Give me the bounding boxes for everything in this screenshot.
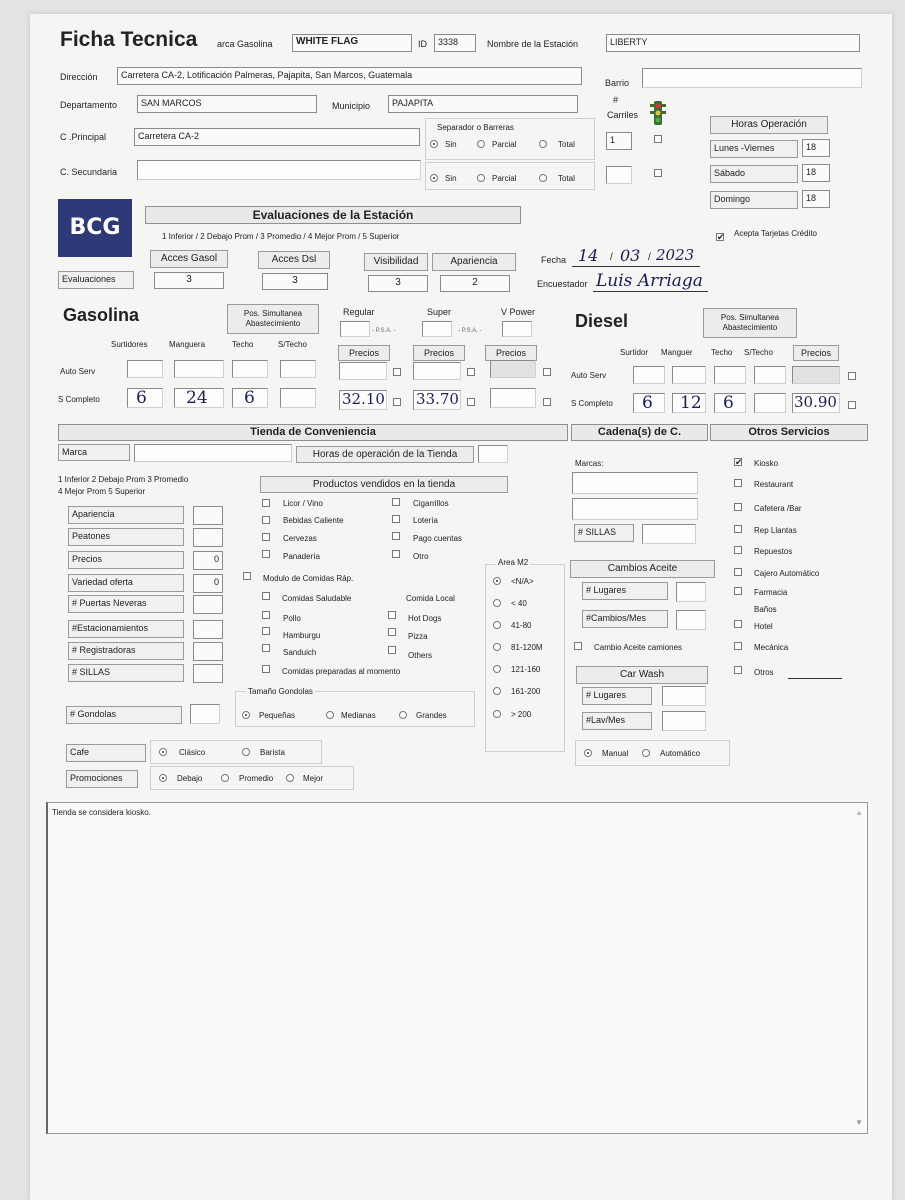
fecha-month: 03 [620,246,641,265]
otros-label-farmacia: Farmacia [754,588,788,597]
gas-sc-stecho[interactable] [280,388,316,408]
manual-radio[interactable] [584,749,592,757]
traffic-light-icon [648,100,668,131]
departamento-field[interactable]: SAN MARCOS [137,95,317,113]
tienda-scale-1: 1 Inferior 2 Debajo Prom 3 Promedio [58,475,189,484]
otros-underline [788,678,842,679]
tienda-header: Tienda de Conveniencia [58,424,568,441]
otros-check-llantas[interactable] [734,525,742,533]
cambios-aceite-button[interactable]: Cambios Aceite [570,560,715,578]
parcial-label-1: Parcial [492,140,517,149]
rating-label-puertas: # Puertas Neveras [68,595,184,613]
rating-field-puertas[interactable] [193,595,223,614]
tienda-scale-2: 4 Mejor Prom 5 Superior [58,487,146,496]
hours-field-weekdays[interactable]: 18 [802,139,830,157]
hours-field-sabado[interactable]: 18 [802,164,830,182]
rating-label-estacionamientos: #Estacionamientos [68,620,184,638]
carriles-check-2[interactable] [654,169,662,177]
csecundaria-label: C. Secundaria [60,167,118,177]
sin-radio-1[interactable] [430,140,438,148]
promociones-label: Promociones [66,770,138,788]
gas-pos-simultanea-label: Pos. Simultanea Abastecimiento [227,304,319,334]
otros-label-repuestos: Repuestos [754,547,793,556]
diesel-col-techo: Techo [711,348,733,357]
acces-gasol-field[interactable]: 3 [154,272,224,289]
notes-textarea[interactable] [46,802,868,1134]
rating-label-precios: Precios [68,551,184,569]
diesel-sc-surtidor-value: 6 [642,393,653,413]
marca-label: arca Gasolina [217,39,273,49]
diesel-as-check[interactable] [848,372,856,380]
prod-check-licor[interactable] [262,499,270,507]
col-manguera: Manguera [169,340,206,349]
cprincipal-field[interactable]: Carretera CA-2 [134,128,420,146]
gas-sc-check-regular[interactable] [393,398,401,406]
gas-sc-surtidores-value: 6 [136,388,147,408]
food-check-pizza[interactable] [388,628,396,636]
acces-gasol-label: Acces Gasol [150,250,228,268]
prod-check-pago[interactable] [392,532,400,540]
productos-vendidos-label: Productos vendidos en la tienda [260,476,508,493]
food-label-pollo: Pollo [283,614,301,623]
gas-as-techo[interactable] [232,360,268,378]
gas-as-check-regular[interactable] [393,368,401,376]
gas-s-completo-label: S Completo [58,395,100,404]
fecha-slash-2: / [648,252,651,263]
wash-type-group [575,740,730,766]
diesel-s-completo-label: S Completo [571,399,613,408]
lav-mes-label: #Lav/Mes [582,712,652,730]
food-label-hamburgu: Hamburgu [283,631,321,640]
station-label: Nombre de la Estación [487,39,579,49]
acepta-tarjetas-checkbox[interactable]: ✔ [717,232,725,242]
evaluaciones-scale: 1 Inferior / 2 Debajo Prom / 3 Promedio / 4 Mejor Prom / 5 Superior [162,232,400,241]
departamento-label: Departamento [60,100,118,110]
diesel-sc-manguer-value: 12 [680,393,702,413]
cambios-mes-field[interactable] [676,610,706,630]
promo-label-debajo: Debajo [177,774,203,783]
otros-check-cajero[interactable] [734,568,742,576]
promo-label-mejor: Mejor [303,774,324,783]
diesel-as-manguer[interactable] [672,366,706,384]
gas-as-price-regular[interactable] [339,362,387,380]
hours-label-sabado: Sábado [710,165,798,183]
marca-tienda-label: Marca [58,444,130,461]
otros-label-otros: Otros [754,668,774,677]
area-radio-200[interactable] [493,710,501,718]
fecha-label: Fecha [541,255,567,265]
prod-label-pago: Pago cuentas [413,534,462,543]
precios-regular-label: Precios [338,345,390,361]
vpower-label: V Power [501,307,536,317]
gas-as-surtidores[interactable] [127,360,163,378]
prod-check-panaderia[interactable] [262,550,270,558]
tamano-label: Tamaño Gondolas [248,687,313,696]
sin-radio-2[interactable] [430,174,438,182]
prod-label-otro: Otro [413,552,429,561]
rating-label-variedad: Variedad oferta [68,574,184,592]
prod-label-licor: Licor / Vino [283,499,323,508]
rating-field-variedad[interactable]: 0 [193,574,223,593]
carriles-field-1[interactable]: 1 [606,132,632,150]
diesel-sc-check[interactable] [848,401,856,409]
otros-label-cafeteria: Cafetera /Bar [754,504,802,513]
rating-label-registradoras: # Registradoras [68,642,184,660]
area-label-81-120: 81-120M [511,643,543,652]
sin-label-1: Sin [445,140,457,149]
regular-label: Regular [343,307,375,317]
marca-field[interactable]: WHITE FLAG [292,34,412,52]
carriles-check-1[interactable] [654,135,662,143]
acces-dsl-field[interactable]: 3 [262,273,328,290]
gas-as-price-super[interactable] [413,362,461,380]
cambio-camiones-label: Cambio Aceite camiones [594,643,683,652]
area-radio-41-80[interactable] [493,621,501,629]
aceite-lugares-field[interactable] [676,582,706,602]
gas-sc-price-super-value: 33.70 [416,390,459,408]
prod-check-loteria[interactable] [392,515,400,523]
psa-1-label: - P.S.A. - [372,328,396,334]
diesel-as-techo[interactable] [714,366,746,384]
rating-field-sillas[interactable] [193,664,223,683]
encuestador-line [593,291,708,292]
rating-label-sillas: # SILLAS [68,664,184,682]
diesel-col-stecho: S/Techo [744,348,773,357]
prod-check-bebidas[interactable] [262,516,270,524]
gas-sc-price-regular-value: 32.10 [342,390,385,408]
notes-text: Tienda se considera kiosko. [52,808,151,817]
prod-check-otro[interactable] [392,550,400,558]
diesel-precios-label: Precios [793,345,839,361]
horas-tienda-label: Horas de operación de la Tienda [296,446,474,463]
prod-check-cervezas[interactable] [262,533,270,541]
diesel-as-stecho[interactable] [754,366,786,384]
gas-as-check-vpower[interactable] [543,368,551,376]
cadena-header: Cadena(s) de C. [571,424,708,441]
psa-super-field[interactable] [422,321,452,337]
tamano-label-medianas: Medianas [341,711,376,720]
direccion-label: Dirección [60,72,98,82]
tamano-radio-pequenas[interactable] [242,711,250,719]
sin-label-2: Sin [445,174,457,183]
modulo-comidas-label: Modulo de Comidas Ráp. [263,574,354,583]
id-field[interactable]: 3338 [434,34,476,52]
otros-header: Otros Servicios [710,424,868,441]
food-label-hotdogs: Hot Dogs [408,614,442,623]
area-label-161-200: 161-200 [511,687,541,696]
parcial-label-2: Parcial [492,174,517,183]
rating-field-registradoras[interactable] [193,642,223,661]
gas-as-price-vpower[interactable] [490,360,536,378]
cafe-label: Cafe [66,744,146,762]
food-check-pollo[interactable] [262,611,270,619]
diesel-as-surtidor[interactable] [633,366,665,384]
promo-radio-promedio[interactable] [221,774,229,782]
area-title: Area M2 [498,558,529,567]
station-field[interactable]: LIBERTY [606,34,860,52]
acces-dsl-label: Acces Dsl [258,251,330,269]
rating-label-peatones: Peatones [68,528,184,546]
precios-vpower-label: Precios [485,345,537,361]
carwash-lugares-label: # Lugares [582,687,652,705]
cprincipal-label: C .Principal [60,132,107,142]
gas-sc-check-vpower[interactable] [543,398,551,406]
cambio-camiones-check[interactable] [574,642,582,650]
apariencia-label: Apariencia [432,253,516,271]
rating-field-apariencia[interactable] [193,506,223,525]
prod-label-cervezas: Cervezas [283,534,317,543]
direccion-field[interactable]: Carretera CA-2, Lotificación Palmeras, Pajapita, San Marcos, Guatemala [117,67,582,85]
visibilidad-field[interactable]: 3 [368,275,428,292]
lav-mes-field[interactable] [662,711,706,731]
diesel-title: Diesel [575,311,629,331]
manual-label: Manual [602,749,629,758]
food-label-pizza: Pizza [408,632,428,641]
barrio-label: Barrio [605,78,630,88]
prod-label-bebidas: Bebidas Caliente [283,516,344,525]
prod-label-loteria: Lotería [413,516,438,525]
parcial-radio-2[interactable] [477,174,485,182]
fecha-day: 14 [578,246,599,265]
cafe-radio-barista[interactable] [242,748,250,756]
area-label-na: <N/A> [511,577,534,586]
car-wash-button[interactable]: Car Wash [576,666,708,684]
marcas-field-1[interactable] [572,472,698,494]
otros-label-llantas: Rep Llantas [754,526,797,535]
marcas-label: Marcas: [575,459,604,468]
gas-auto-serv-label: Auto Serv [60,367,96,376]
food-label-others: Others [408,651,433,660]
fecha-line [572,266,700,267]
gas-as-manguera[interactable] [174,360,224,378]
area-label-200: > 200 [511,710,532,719]
rating-label-apariencia: Apariencia [68,506,184,524]
diesel-sc-stecho[interactable] [754,393,786,413]
horas-operacion-button[interactable]: Horas Operación [710,116,828,134]
food-check-hamburgu[interactable] [262,627,270,635]
total-label-2: Total [558,174,575,183]
area-group [485,564,565,752]
aceite-lugares-label: # Lugares [582,582,668,600]
psa-vpower-field[interactable] [502,321,532,337]
promo-label-promedio: Promedio [239,774,274,783]
psa-2-label: - P.S.A. - [458,328,482,334]
marca-tienda-field[interactable] [134,444,292,462]
tamano-radio-medianas[interactable] [326,711,334,719]
diesel-sc-techo-value: 6 [723,393,734,413]
horas-tienda-field[interactable] [478,445,508,463]
preparadas-label: Comidas preparadas al momento [282,667,401,676]
area-label-40: < 40 [511,599,527,608]
area-label-121-160: 121-160 [511,665,541,674]
diesel-col-surtidor: Surtidor [620,348,649,357]
otros-check-kiosko[interactable]: ✔ [735,457,743,467]
cafe-label-clasico: Clásico [179,748,206,757]
prod-label-cigarrillos: Cigarrillos [413,499,449,508]
prod-label-panaderia: Panadería [283,552,320,561]
otros-check-mecanica[interactable] [734,642,742,650]
diesel-auto-serv-label: Auto Serv [571,371,607,380]
diesel-sc-price-value: 30.90 [794,393,837,411]
hours-field-domingo[interactable]: 18 [802,190,830,208]
col-surtidores: Surtidores [111,340,148,349]
apariencia-field[interactable]: 2 [440,275,510,292]
municipio-label: Municipio [332,101,371,111]
automatico-radio[interactable] [642,749,650,757]
col-stecho: S/Techo [278,340,307,349]
rating-field-estacionamientos[interactable] [193,620,223,639]
cadena-sillas-label: # SILLAS [574,524,634,542]
encuestador-label: Encuestador [537,279,588,289]
area-radio-40[interactable] [493,599,501,607]
hours-label-domingo: Domingo [710,191,798,209]
col-techo: Techo [232,340,254,349]
cambios-mes-label: #Cambios/Mes [582,610,668,628]
tamano-label-pequenas: Pequeñas [259,711,296,720]
visibilidad-label: Visibilidad [364,253,428,271]
super-label: Super [427,307,452,317]
gas-as-check-super[interactable] [467,368,475,376]
food-check-hotdogs[interactable] [388,611,396,619]
area-label-41-80: 41-80 [511,621,532,630]
comidas-saludable-check[interactable] [262,592,270,600]
acepta-tarjetas-label: Acepta Tarjetas Crédito [734,229,818,238]
barrio-field[interactable] [642,68,862,88]
otros-check-restaurant[interactable] [734,479,742,487]
diesel-as-price[interactable] [792,366,840,384]
separador-label: Separador o Barreras [437,123,514,132]
rating-field-precios[interactable]: 0 [193,551,223,570]
total-radio-2[interactable] [539,174,547,182]
promo-radio-mejor[interactable] [286,774,294,782]
food-label-sanduich: Sanduich [283,648,317,657]
gas-sc-check-super[interactable] [467,398,475,406]
gas-sc-techo-value: 6 [244,388,255,408]
marcas-field-2[interactable] [572,498,698,520]
comida-local-label: Comida Local [406,594,455,603]
otros-label-mecanica: Mecánica [754,643,789,652]
precios-super-label: Precios [413,345,465,361]
evaluaciones-label: Evaluaciones [58,271,134,289]
carriles-hash: # [613,95,619,105]
area-radio-161-200[interactable] [493,687,501,695]
scroll-up-icon[interactable]: ▲ [855,808,863,817]
parcial-radio-1[interactable] [477,140,485,148]
gas-sc-price-vpower[interactable] [490,388,536,408]
tamano-radio-grandes[interactable] [399,711,407,719]
municipio-field[interactable]: PAJAPITA [388,95,578,113]
page-title: Ficha Tecnica [60,28,198,51]
rating-field-peatones[interactable] [193,528,223,547]
otros-label-restaurant: Restaurant [754,480,794,489]
cadena-sillas-field[interactable] [642,524,696,544]
evaluaciones-header: Evaluaciones de la Estación [145,206,521,224]
otros-label-cajero: Cajero Automático [754,569,820,578]
scroll-down-icon[interactable]: ▼ [855,1118,863,1127]
otros-label-banos: Baños [754,605,777,614]
total-label-1: Total [558,140,575,149]
carriles-field-2[interactable] [606,166,632,184]
carriles-label: Carriles [607,110,639,120]
preparadas-check[interactable] [262,665,270,673]
otros-label-kiosko: Kiosko [754,459,779,468]
gas-sc-manguera-value: 24 [186,388,208,408]
form-sheet [30,14,892,1200]
gondolas-field[interactable] [190,704,220,724]
otros-check-hotel[interactable] [734,620,742,628]
otros-check-farmacia[interactable] [734,587,742,595]
csecundaria-field[interactable] [137,160,421,180]
tamano-label-grandes: Grandes [416,711,447,720]
gasolina-title: Gasolina [63,305,140,325]
cafe-label-barista: Barista [260,748,285,757]
carwash-lugares-field[interactable] [662,686,706,706]
area-radio-81-120[interactable] [493,643,501,651]
fecha-slash-1: / [610,252,613,263]
bcg-logo: BCG [58,199,132,257]
cafe-group [150,740,322,764]
automatico-label: Automático [660,749,701,758]
hours-label-weekdays: Lunes -Viernes [710,140,798,158]
gas-as-stecho[interactable] [280,360,316,378]
fecha-year: 2023 [656,246,695,264]
prod-check-cigarrillos[interactable] [392,498,400,506]
cafe-radio-clasico[interactable] [159,748,167,756]
total-radio-1[interactable] [539,140,547,148]
encuestador-signature: Luis Arriaga [596,271,703,291]
diesel-col-manguer: Manguer [661,348,693,357]
id-label: ID [418,39,427,49]
psa-regular-field[interactable] [340,321,370,337]
otros-check-cafeteria[interactable] [734,503,742,511]
gondolas-label: # Gondolas [66,706,182,724]
diesel-pos-simultanea-label: Pos. Simultanea Abastecimiento [703,308,797,338]
otros-check-otros[interactable] [734,666,742,674]
food-check-others[interactable] [388,646,396,654]
area-radio-na[interactable] [493,577,501,585]
otros-check-repuestos[interactable] [734,546,742,554]
promo-radio-debajo[interactable] [159,774,167,782]
comidas-saludable-label: Comidas Saludable [282,594,352,603]
modulo-comidas-check[interactable] [243,572,251,580]
area-radio-121-160[interactable] [493,665,501,673]
otros-label-hotel: Hotel [754,622,773,631]
food-check-sanduich[interactable] [262,644,270,652]
